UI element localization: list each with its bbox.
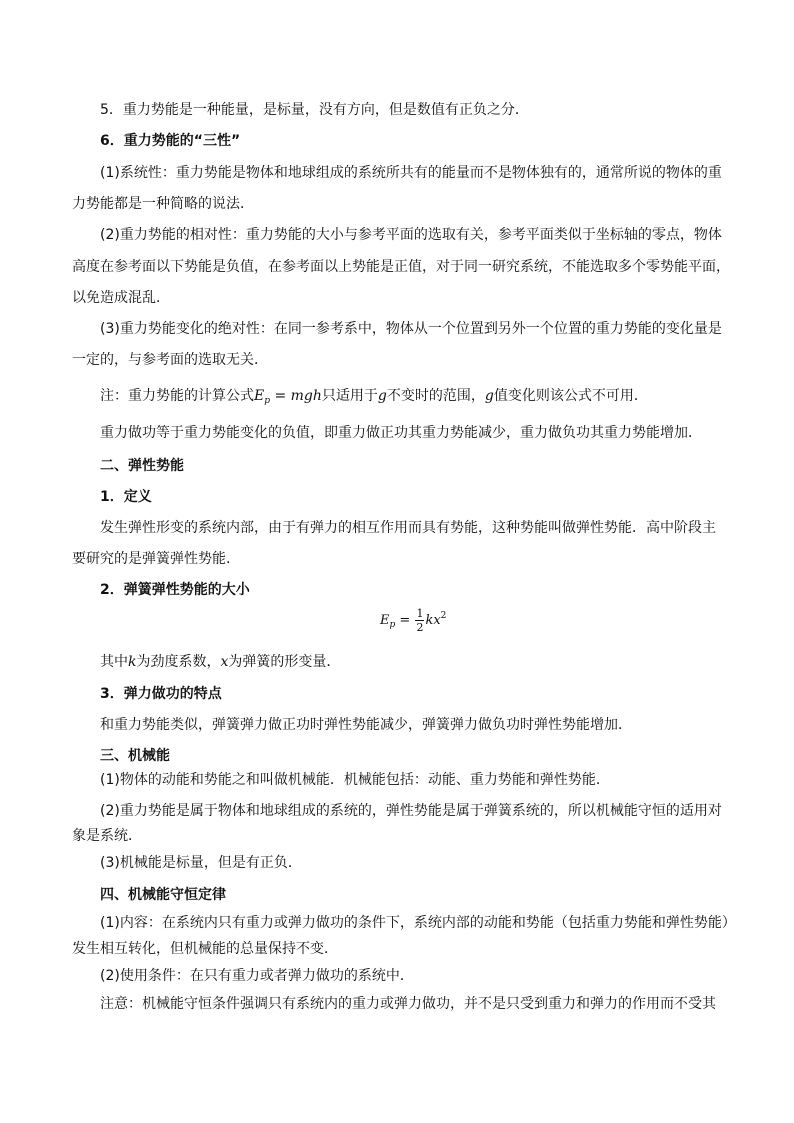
formula-kx: kx	[425, 613, 441, 628]
formula-e: E	[380, 613, 390, 628]
variable-x: x	[220, 654, 229, 670]
text-line: 以免造成混乱．	[72, 290, 170, 306]
note-text: 值变化则该公式不可用．	[493, 388, 648, 404]
text-line: 高度在参考面以下势能是负值，在参考面以上势能是正值，对于同一研究系统，不能选取多个零势能平面，	[72, 259, 730, 275]
variable-g: g	[377, 388, 387, 404]
text-line	[100, 652, 340, 672]
subsection-heading: 1．定义	[100, 489, 152, 505]
subsection-heading: 2．弹簧弹性势能的大小	[100, 582, 250, 598]
text-line: 发生相互转化，但机械能的总量保持不变．	[72, 941, 338, 957]
section-heading: 三、机械能	[100, 748, 170, 764]
elastic-energy-formula	[380, 607, 446, 647]
section-heading: 四、机械能守恒定律	[100, 887, 226, 903]
text-line: 5．重力势能是一种能量，是标量，没有方向，但是数值有正负之分．	[100, 102, 529, 118]
text-line: (3)机械能是标量，但是有正负．	[100, 855, 302, 871]
section-heading: 二、弹性势能	[100, 458, 184, 474]
note-text: 注：重力势能的计算公式	[100, 388, 254, 404]
text-line: (2)使用条件：在只有重力或者弹力做功的系统中．	[100, 968, 414, 984]
text-span: 为弹簧的形变量．	[228, 654, 341, 670]
formula-subscript: p	[264, 396, 270, 406]
text-line: 注意：机械能守恒条件强调只有系统内的重力或弹力做功，并不是只受到重力和弹力的作用而不受其	[100, 996, 716, 1012]
text-line: 象是系统．	[72, 828, 142, 844]
fraction-numerator: 1	[416, 607, 424, 620]
text-line: 力势能都是一种简略的说法．	[72, 196, 254, 212]
formula-subscript: p	[389, 620, 396, 630]
fraction-denominator: 2	[416, 621, 424, 634]
note-line	[100, 386, 648, 406]
text-span: 其中	[100, 654, 128, 670]
formula-exponent: 2	[440, 611, 447, 621]
formula-e: E	[254, 388, 265, 404]
text-line: (2)重力势能的相对性：重力势能的大小与参考平面的选取有关，参考平面类似于坐标轴的零点，物体	[100, 227, 722, 243]
text-line: 发生弹性形变的系统内部，由于有弹力的相互作用而具有势能，这种势能叫做弹性势能．高中阶段主	[100, 520, 716, 536]
note-text: 不变时的范围，	[386, 388, 485, 404]
text-line: 重力做功等于重力势能变化的负值，即重力做正功其重力势能减少，重力做负功其重力势能增加．	[100, 425, 702, 441]
text-line: (1)系统性：重力势能是物体和地球组成的系统所共有的能量而不是物体独有的，通常所说的物体的重	[100, 165, 722, 181]
note-text: 只适用于	[321, 388, 378, 404]
text-line: (3)重力势能变化的绝对性：在同一参考系中，物体从一个位置到另外一个位置的重力势能的变化量是	[100, 321, 722, 337]
subsection-heading: 3．弹力做功的特点	[100, 686, 222, 702]
formula-equals: =	[395, 613, 415, 628]
text-span: 为劲度系数，	[136, 654, 221, 670]
variable-k: k	[128, 654, 137, 670]
text-line: 一定的，与参考面的选取无关．	[72, 352, 268, 368]
formula-mgh: mgh	[290, 388, 322, 404]
section-heading: 6．重力势能的“三性”	[100, 133, 241, 149]
variable-g: g	[484, 388, 494, 404]
text-line: 要研究的是弹簧弹性势能.	[72, 551, 231, 567]
text-line: (2)重力势能是属于物体和地球组成的系统的，弹性势能是属于弹簧系统的，所以机械能守恒的适用对	[100, 803, 722, 819]
text-line: (1)内容：在系统内只有重力或弹力做功的条件下，系统内部的动能和势能（包括重力势能和弹性势能）	[100, 915, 736, 931]
fraction	[415, 607, 424, 634]
formula-equals: =	[270, 388, 291, 404]
text-line: (1)物体的动能和势能之和叫做机械能．机械能包括：动能、重力势能和弹性势能．	[100, 772, 610, 788]
text-line: 和重力势能类似，弹簧弹力做正功时弹性势能减少，弹簧弹力做负功时弹性势能增加．	[100, 717, 632, 733]
